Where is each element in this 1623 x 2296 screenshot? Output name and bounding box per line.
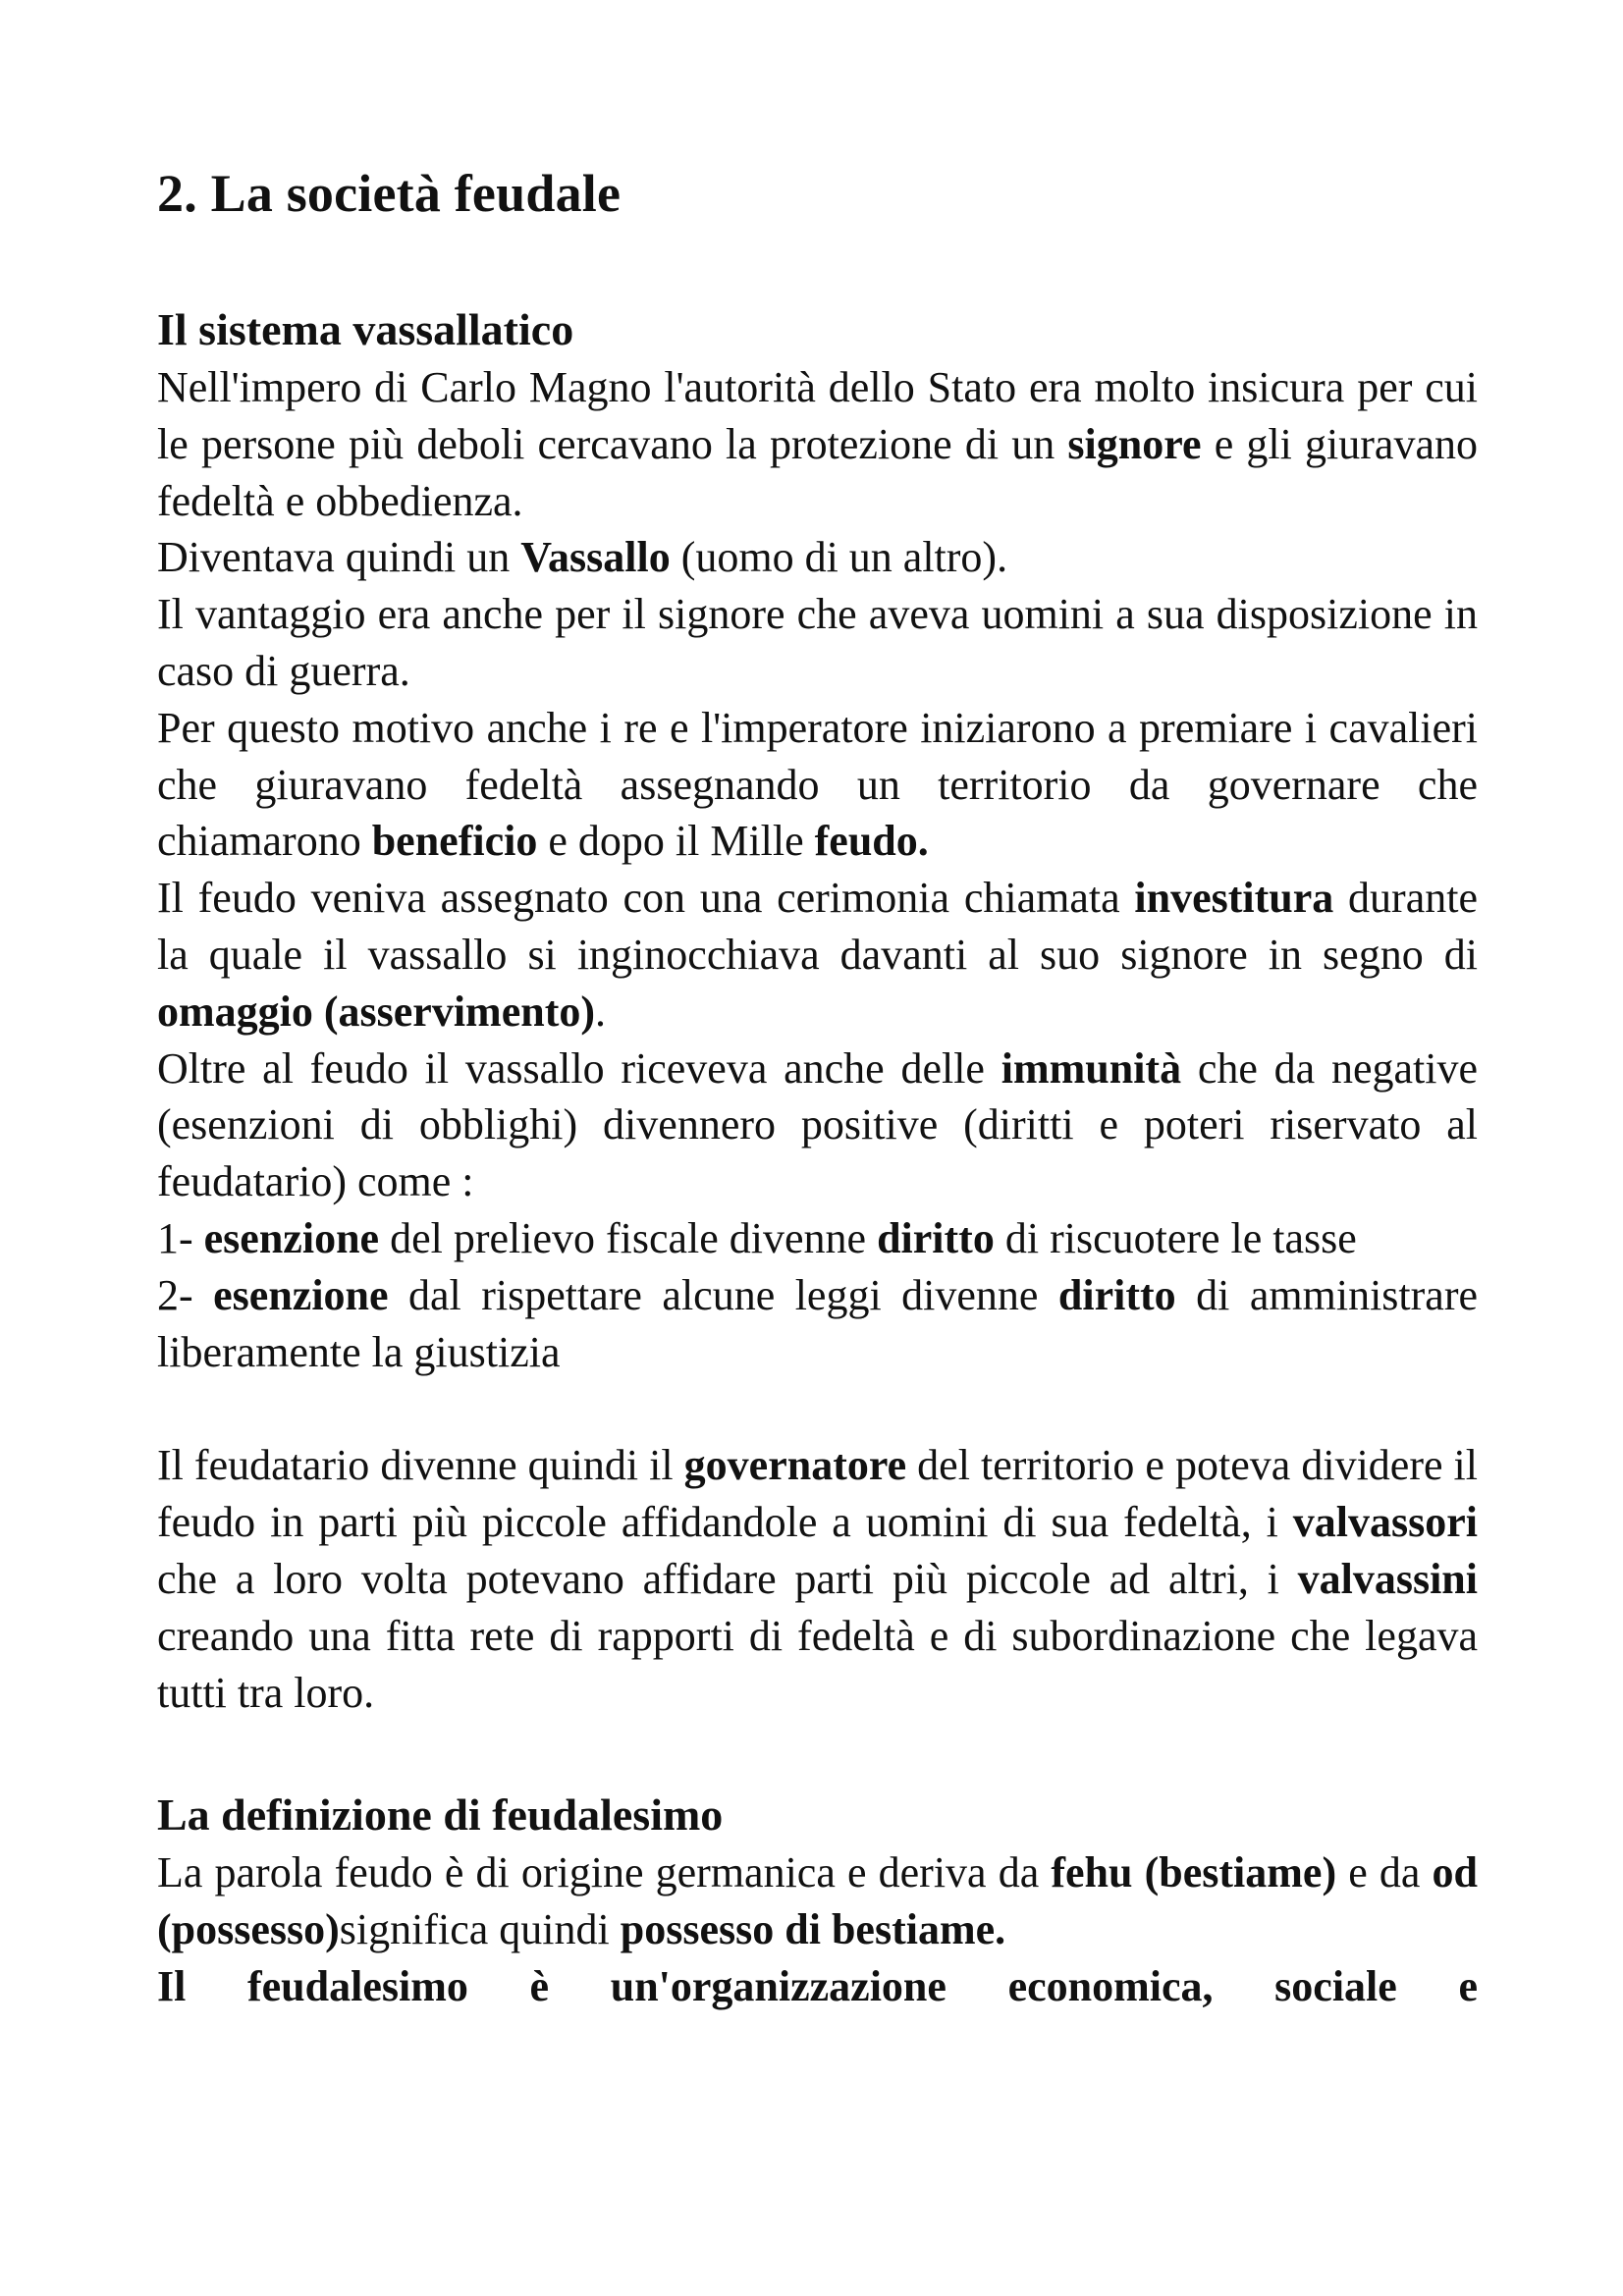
bold-term: esenzione (213, 1270, 389, 1319)
bold-term: signore (1067, 419, 1202, 468)
bold-term: od (possesso) (157, 1848, 1479, 1954)
paragraph-feudalism-definition (157, 1958, 1478, 2015)
list-item-2: 2- esenzione dal rispettare alcune leggi divenne diritto di amministrare liberamente la giustizia (157, 1270, 1478, 1376)
bold-term: fehu (bestiame) (1051, 1848, 1337, 1897)
paragraph-vassal: Diventava quindi un Vassallo (uomo di un altro). (157, 533, 1008, 582)
bold-term: diritto (1057, 1270, 1176, 1319)
bold-term: valvassini (1297, 1554, 1478, 1603)
bold-term: valvassori (1292, 1498, 1478, 1547)
bold-term: possesso di bestiame. (620, 1905, 1006, 1954)
paragraph-immunity: Oltre al feudo il vassallo riceveva anche delle immunità che da negative (esenzioni di obblighi) divennero positive (diritti e poteri riservato al feudatario) come : (157, 1043, 1479, 1206)
bold-term: Vassallo (520, 533, 671, 582)
paragraph-etymology: La parola feudo è di origine germanica e deriva da fehu (bestiame) e da od (possesso)significa quindi possesso di bestiame. (157, 1848, 1479, 1954)
bold-term: Il feudalesimo è un'organizzazione economica, sociale e (157, 1961, 1478, 2010)
paragraph-advantage: Il vantaggio era anche per il signore che aveva uomini a sua disposizione in caso di guerra. (157, 590, 1478, 695)
bold-term: investitura (1134, 874, 1334, 923)
bold-term: feudo. (814, 817, 929, 866)
paragraph-protection: Nell'impero di Carlo Magno l'autorità dello Stato era molto insicura per cui le persone più deboli cercavano la protezione di un signore e gli giuravano fedeltà e obbedienza. (157, 363, 1478, 525)
section-heading-feudalism-definition: La definizione di feudalesimo (157, 1789, 724, 1841)
bold-term: omaggio (asservimento) (157, 987, 596, 1036)
paragraph-investiture: Il feudo veniva assegnato con una cerimonia chiamata investitura durante la quale il vassallo si inginocchiava davanti al suo signore in segno di omaggio (asservimento). (157, 874, 1478, 1036)
bold-term: beneficio (371, 817, 538, 866)
paragraph-governor: Il feudatario divenne quindi il governatore del territorio e poteva dividere il feudo in parti più piccole affidandole a uomini di sua fedeltà, i valvassori che a loro volta potevano affidare parti più piccole ad altri, i valvassini creando una fitta rete di rapporti di fedeltà e di subordinazione che legava tutti tra loro. (157, 1441, 1479, 1717)
document-page (157, 157, 1478, 2015)
paragraph-spacer (157, 1380, 1478, 1437)
chapter-title: 2. La società feudale (157, 164, 622, 223)
bold-term: governatore (683, 1441, 907, 1490)
list-item-1: 1- esenzione del prelievo fiscale divenne diritto di riscuotere le tasse (157, 1213, 1357, 1262)
bold-term: esenzione (203, 1213, 380, 1262)
bold-term: immunità (1001, 1043, 1182, 1093)
section-heading-vassal-system: Il sistema vassallatico (157, 304, 574, 354)
paragraph-benefice: Per questo motivo anche i re e l'imperatore iniziarono a premiare i cavalieri che giuravano fedeltà assegnando un territorio da governare che chiamarono beneficio e dopo il Mille feudo. (157, 703, 1478, 866)
bold-term: diritto (877, 1213, 995, 1262)
